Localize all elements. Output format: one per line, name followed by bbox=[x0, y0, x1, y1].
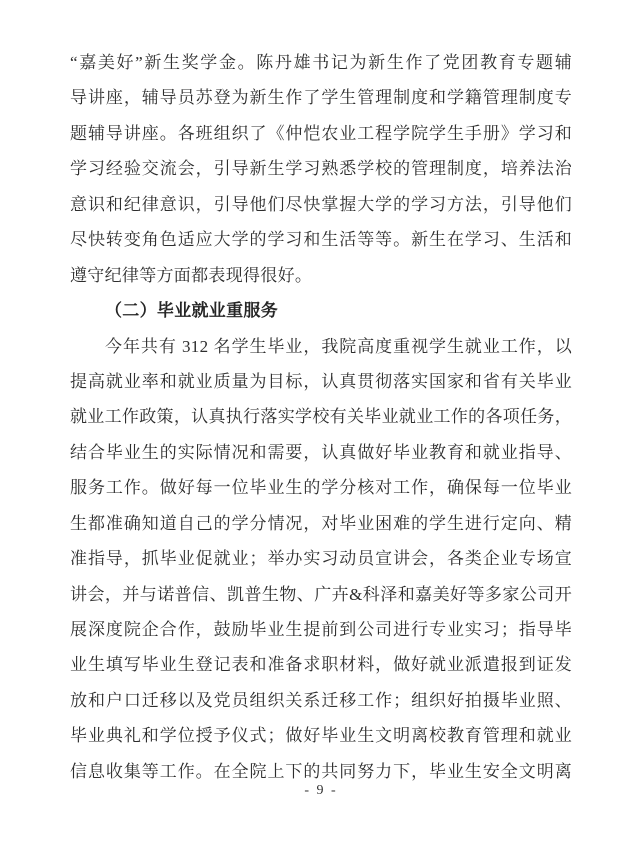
text-line: 服务工作。做好每一位毕业生的学分核对工作，确保每一位毕业 bbox=[70, 478, 572, 498]
text-line: 毕业典礼和学位授予仪式；做好毕业生文明离校教育管理和就业 bbox=[70, 726, 572, 746]
text-line: 今年共有 312 名学生毕业，我院高度重视学生就业工作，以 bbox=[105, 336, 572, 356]
section-heading: （二）毕业就业重服务 bbox=[105, 301, 278, 321]
text-line: 意识和纪律意识，引导他们尽快掌握大学的学习方法，引导他们 bbox=[70, 194, 572, 214]
text-line: 学习经验交流会，引导新生学习熟悉学校的管理制度，培养法治 bbox=[70, 159, 572, 179]
text-line: 尽快转变角色适应大学的学习和生活等等。新生在学习、生活和 bbox=[70, 230, 572, 250]
text-line: 准指导，抓毕业促就业；举办实习动员宣讲会，各类企业专场宣 bbox=[70, 549, 572, 569]
text-line: 导讲座，辅导员苏登为新生作了学生管理制度和学籍管理制度专 bbox=[70, 88, 572, 108]
text-line: 讲会，并与诺普信、凯普生物、广卉&科泽和嘉美好等多家公司开 bbox=[70, 584, 572, 604]
text-line: 遵守纪律等方面都表现得很好。 bbox=[70, 265, 313, 285]
text-line: 结合毕业生的实际情况和需要，认真做好毕业教育和就业指导、 bbox=[70, 442, 572, 462]
text-line: “嘉美好”新生奖学金。陈丹雄书记为新生作了党团教育专题辅 bbox=[70, 53, 572, 72]
text-line: 展深度院企合作，鼓励毕业生提前到公司进行专业实习；指导毕 bbox=[70, 620, 572, 639]
page-number: - 9 - bbox=[304, 783, 338, 798]
document-body bbox=[70, 45, 572, 789]
text-line: 就业工作政策，认真执行落实学校有关毕业就业工作的各项任务， bbox=[70, 407, 572, 427]
text-line: 信息收集等工作。在全院上下的共同努力下，毕业生安全文明离 bbox=[70, 761, 572, 781]
text-line: 生都准确知道自己的学分情况，对毕业困难的学生进行定向、精 bbox=[70, 513, 572, 533]
text-line: 提高就业率和就业质量为目标，认真贯彻落实国家和省有关毕业 bbox=[70, 371, 572, 391]
text-line: 业生填写毕业生登记表和准备求职材料，做好就业派遣报到证发 bbox=[70, 655, 572, 675]
text-line: 放和户口迁移以及党员组织关系迁移工作；组织好拍摄毕业照、 bbox=[70, 690, 572, 710]
text-line: 题辅导讲座。各班组织了《仲恺农业工程学院学生手册》学习和 bbox=[70, 123, 572, 143]
